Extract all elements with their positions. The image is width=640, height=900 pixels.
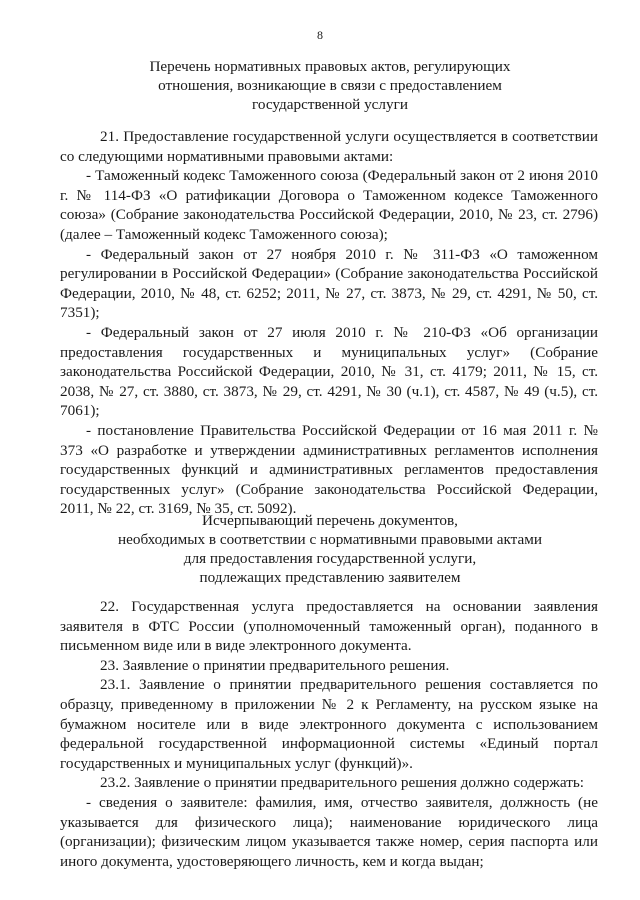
list-item-government-decree-373: - постановление Правительства Российской Федерации от 16 мая 2011 г. № 373 «О разработке и утверждении административных регламентов исполнения государственных функций и административных регламентов предоставления государственных услуг» (Собрание законодательства Российской Федерации, 2011, № 22, ст. 3169, № 35, ст. 5092).: [60, 421, 598, 518]
regulatory-acts-list: [60, 127, 598, 519]
heading-line: для предоставления государственной услуги,: [183, 550, 477, 567]
documents-section: [60, 597, 598, 871]
paragraph-23-2: 23.2. Заявление о принятии предварительного решения должно содержать:: [100, 774, 585, 792]
list-item-customs-code: - Таможенный кодекс Таможенного союза (Федеральный закон от 2 июня 2010 г. № 114-ФЗ «О ратификации Договора о Таможенном кодексе Таможенного союза» (Собрание законодательства Российской Федерации, 2010, № 23, ст. 2796) (далее – Таможенный кодекс Таможенного союза);: [60, 167, 598, 243]
heading-line: Исчерпывающий перечень документов,: [202, 512, 458, 529]
heading-line: подлежащих представлению заявителем: [199, 569, 461, 586]
section-heading-regulatory-acts: [60, 57, 600, 114]
section-heading-documents-list: [60, 511, 600, 587]
page-number: 8: [317, 28, 323, 42]
paragraph-23: 23. Заявление о принятии предварительного решения.: [100, 656, 450, 674]
heading-line: государственной услуги: [252, 96, 408, 113]
paragraph-22: 22. Государственная услуга предоставляется на основании заявления заявителя в ФТС России (уполномоченный таможенный орган), поданного в письменном виде или в виде электронного документа.: [60, 598, 598, 655]
paragraph-21: 21. Предоставление государственной услуги осуществляется в соответствии со следующими нормативными правовыми актами:: [60, 128, 598, 165]
list-item-applicant-info: - сведения о заявителе: фамилия, имя, отчество заявителя, должность (не указывается для физического лица); наименование юридического лица (организации); физическим лицом указывается также номер, серия паспорта или иного документа, удостоверяющего личность, кем и когда выдан;: [60, 793, 598, 870]
paragraph-23-1: 23.1. Заявление о принятии предварительного решения составляется по образцу, приведенному в приложении № 2 к Регламенту, на русском языке на бумажном носителе или в виде электронного документа с использованием федеральной государственной информационной системы «Единый портал государственных и муниципальных услуг (функций)».: [60, 676, 598, 772]
heading-line: необходимых в соответствии с нормативными правовыми актами: [118, 531, 542, 548]
heading-line: Перечень нормативных правовых актов, регулирующих: [149, 58, 511, 75]
list-item-federal-law-210: - Федеральный закон от 27 июля 2010 г. № 210-ФЗ «Об организации предоставления государственных и муниципальных услуг» (Собрание законодательства Российской Федерации, 2010, № 31, ст. 4179; 2011, № 15, ст. 2038, № 27, ст. 3880, ст. 3873, № 29, ст. 4291, № 30 (ч.1), ст. 4587, № 49 (ч.5), ст. 7061);: [60, 323, 598, 420]
list-item-federal-law-311: - Федеральный закон от 27 ноября 2010 г. № 311-ФЗ «О таможенном регулировании в Российской Федерации» (Собрание законодательства Российской Федерации, 2010, № 48, ст. 6252; 2011, № 27, ст. 3873, № 29, ст. 4291, № 50, ст. 7351);: [60, 245, 598, 322]
heading-line: отношения, возникающие в связи с предоставлением: [158, 77, 502, 94]
